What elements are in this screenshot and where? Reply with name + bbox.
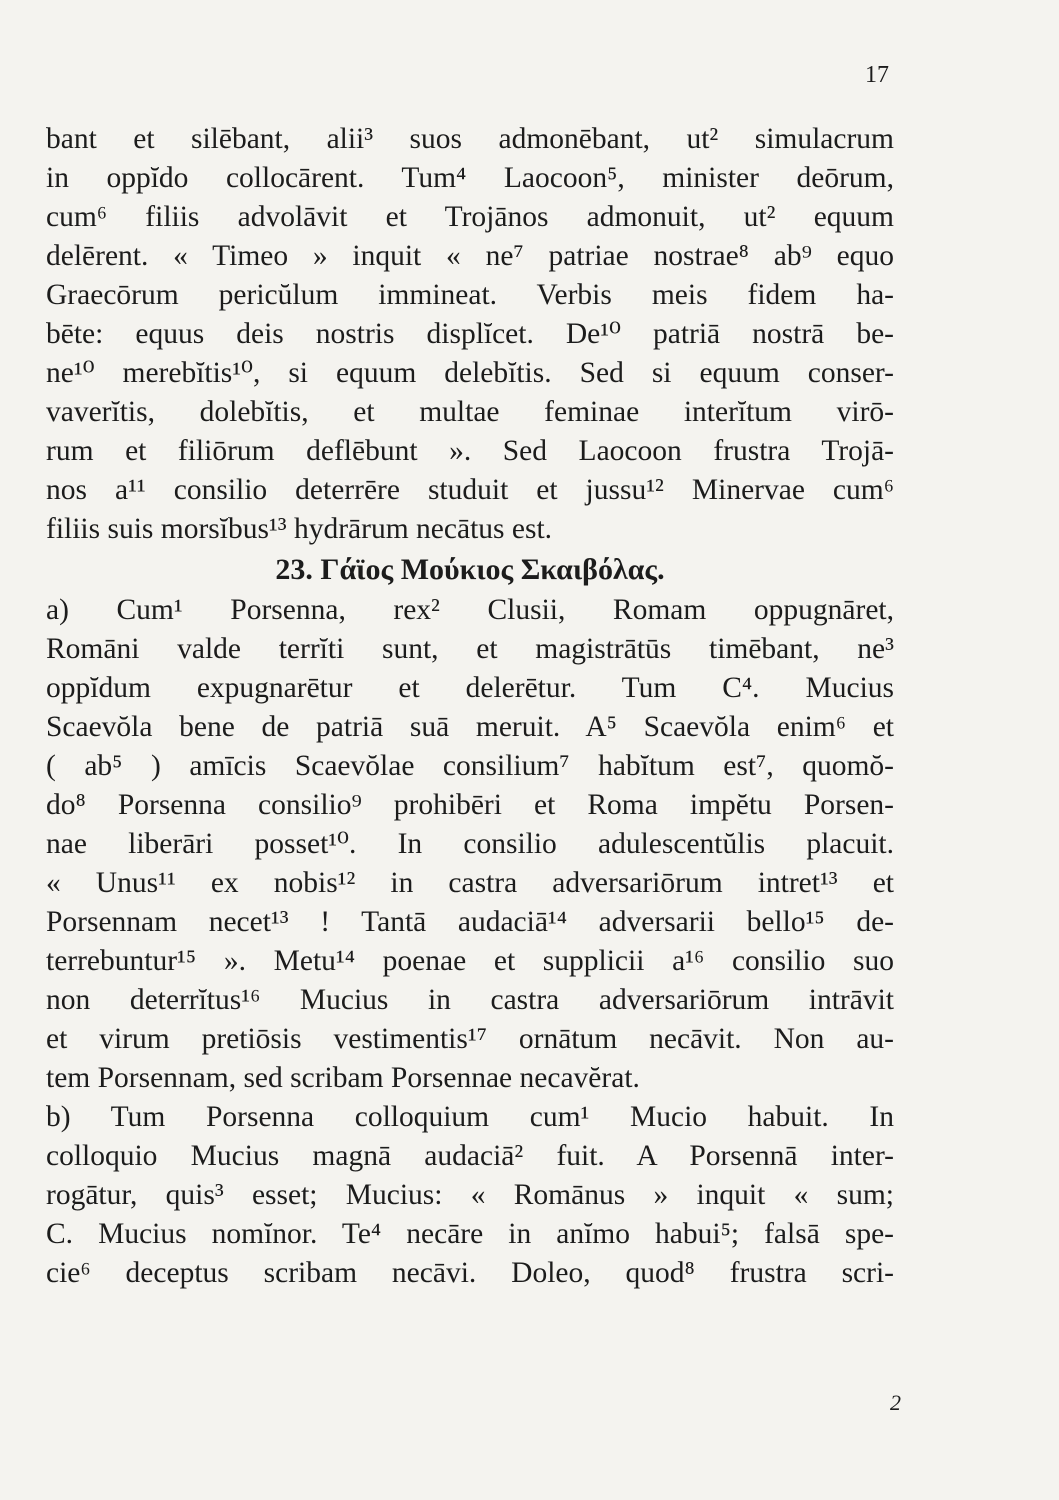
text-line: non deterrĭtus¹⁶ Mucius in castra adversariōrum intrāvit	[46, 984, 894, 1016]
text-line: Porsennam necet¹³ ! Tantā audaciā¹⁴ adversarii bello¹⁵ de-	[46, 906, 894, 938]
text-line: et virum pretiōsis vestimentis¹⁷ ornātum necāvit. Non au-	[46, 1023, 894, 1055]
body-text	[46, 120, 894, 1293]
page-number: 17	[865, 62, 889, 88]
text-line: Romāni valde terrĭti sunt, et magistrātūs timēbant, ne³	[46, 633, 894, 665]
text-line: rogātur, quis³ esset; Mucius: « Romānus » inquit « sum;	[46, 1179, 894, 1211]
text-line: b) Tum Porsenna colloquium cum¹ Mucio habuit. In	[46, 1101, 894, 1133]
text-line: vaverĭtis, dolebĭtis, et multae feminae interĭtum virō-	[46, 396, 894, 428]
signature-mark: 2	[890, 1390, 901, 1415]
text-line: terrebuntur¹⁵ ». Metu¹⁴ poenae et supplicii a¹⁶ consilio suo	[46, 945, 894, 977]
text-line: oppĭdum expugnarētur et delerētur. Tum C⁴. Mucius	[46, 672, 894, 704]
text-line: tem Porsennam, sed scribam Porsennae necavĕrat.	[46, 1062, 640, 1094]
text-line: nos a¹¹ consilio deterrēre studuit et jussu¹² Minervae cum⁶	[46, 474, 894, 506]
text-line: bant et silēbant, alii³ suos admonēbant, ut² simulacrum	[46, 123, 894, 155]
text-line: a) Cum¹ Porsenna, rex² Clusii, Romam oppugnāret,	[46, 594, 894, 626]
text-line: cum⁶ filiis advolāvit et Trojānos admonuit, ut² equum	[46, 201, 894, 233]
text-line: bēte: equus deis nostris displĭcet. De¹⁰ patriā nostrā be-	[46, 318, 894, 350]
text-line: nae liberāri posset¹⁰. In consilio adulescentŭlis placuit.	[46, 828, 894, 860]
text-line: Scaevŏla bene de patriā suā meruit. A⁵ Scaevŏla enim⁶ et	[46, 711, 894, 743]
text-line: colloquio Mucius magnā audaciā² fuit. A Porsennā inter-	[46, 1140, 894, 1172]
text-line: cie⁶ deceptus scribam necāvi. Doleo, quod⁸ frustra scri-	[46, 1257, 894, 1289]
text-line: rum et filiōrum deflēbunt ». Sed Laocoon frustra Trojā-	[46, 435, 894, 467]
section-heading: 23. Γάϊος Μούκιος Σκαιβόλας.	[275, 553, 665, 586]
text-line: in oppĭdo collocārent. Tum⁴ Laocoon⁵, minister deōrum,	[46, 162, 894, 194]
text-line: C. Mucius nomĭnor. Te⁴ necāre in anĭmo habui⁵; falsā spe-	[46, 1218, 894, 1250]
text-line: do⁸ Porsenna consilio⁹ prohibēri et Roma impĕtu Porsen-	[46, 789, 894, 821]
text-line: delērent. « Timeo » inquit « ne⁷ patriae nostrae⁸ ab⁹ equo	[46, 240, 894, 272]
text-line: filiis suis morsĭbus¹³ hydrārum necātus est.	[46, 513, 553, 545]
text-line: ( ab⁵ ) amīcis Scaevŏlae consilium⁷ habĭtum est⁷, quomŏ-	[46, 750, 894, 782]
text-line: Graecōrum pericŭlum immineat. Verbis meis fidem ha-	[46, 279, 894, 311]
text-line: « Unus¹¹ ex nobis¹² in castra adversariōrum intret¹³ et	[46, 867, 894, 899]
text-line: ne¹⁰ merebĭtis¹⁰, si equum delebĭtis. Sed si equum conser-	[46, 357, 894, 389]
